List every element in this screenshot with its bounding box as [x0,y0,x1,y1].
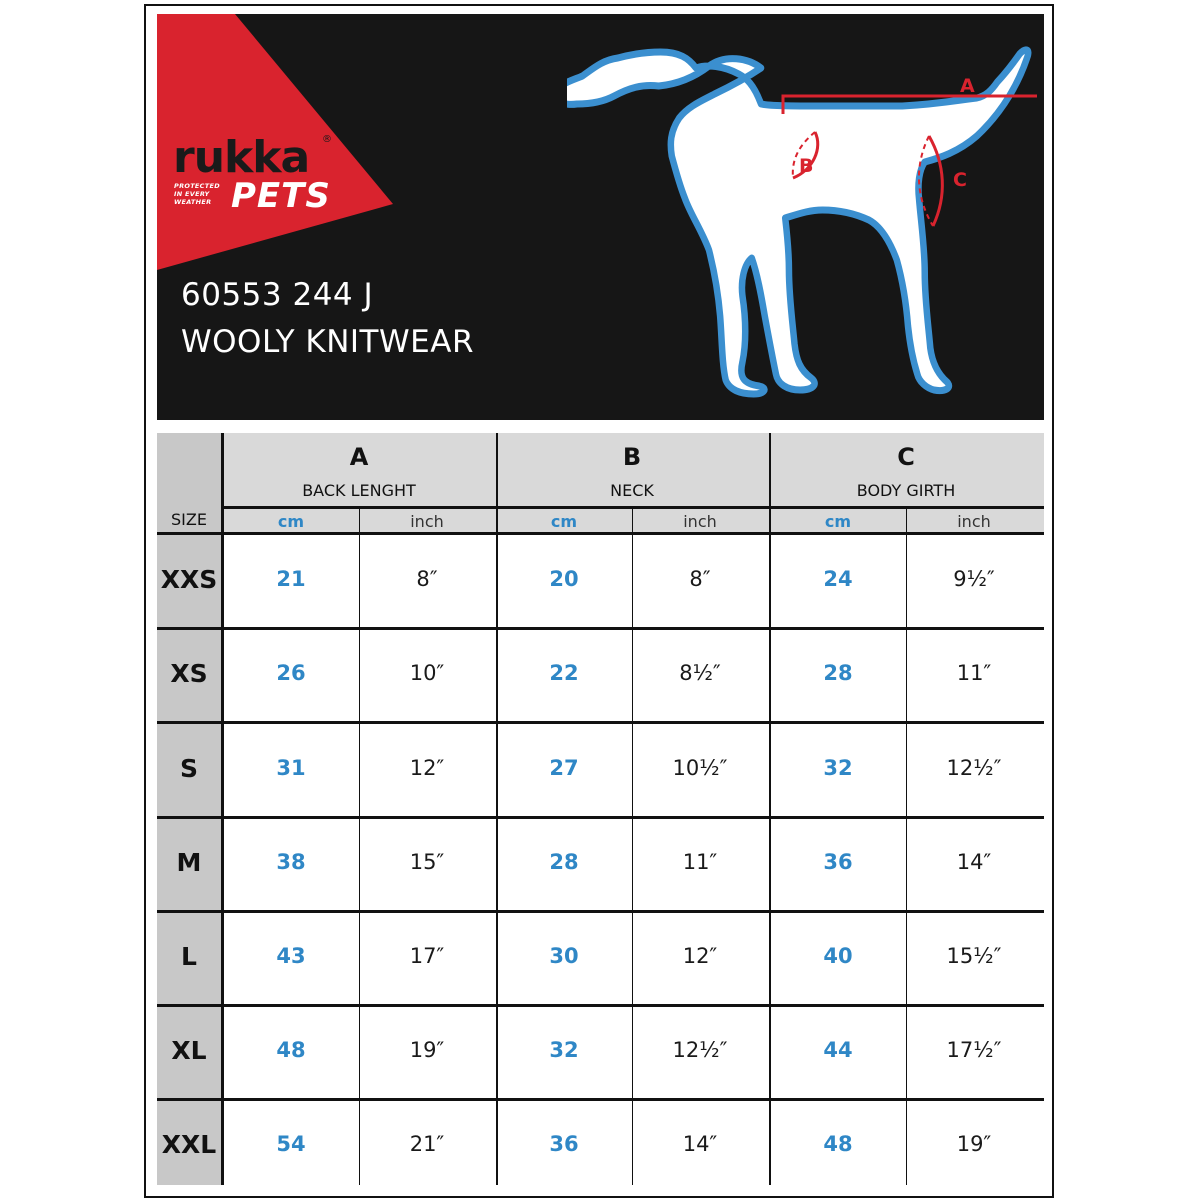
inch-value-cell: 9½″ [953,567,995,592]
inch-value-cell: 19″ [409,1038,445,1063]
header-banner [157,14,1044,420]
group-a-letter: A [349,443,369,471]
inch-value-cell: 12½″ [672,1038,728,1063]
unit-divider [632,509,633,1185]
inch-value-cell: 14″ [956,849,992,874]
row-divider [157,816,1044,819]
size-label: M [176,847,202,877]
inch-value-cell: 17½″ [946,1038,1002,1063]
cm-value-cell: 28 [823,661,853,686]
unit-inch-header: inch [410,512,444,531]
unit-inch-header: inch [957,512,991,531]
inch-value-cell: 8″ [416,567,438,592]
group-b-name: NECK [610,481,654,500]
unit-cm-header: cm [550,512,578,531]
inch-value-cell: 15″ [409,849,445,874]
row-divider [157,627,1044,630]
product-code: 60553 244 J [181,277,374,313]
inch-value-cell: 11″ [682,849,718,874]
brand-sub-logo: PETS [231,176,331,216]
inch-value-cell: 21″ [409,1132,445,1157]
size-label: XXL [161,1130,217,1160]
group-divider [769,433,771,1185]
group-c-letter: C [897,443,915,471]
label-c: C [953,169,967,191]
inch-value-cell: 11″ [956,661,992,686]
cm-value-cell: 38 [276,849,306,874]
tagline-line: PROTECTED [174,182,220,190]
cm-value-cell: 30 [549,943,579,968]
inch-value-cell: 17″ [409,943,445,968]
size-column-header: SIZE [171,510,207,529]
inch-value-cell: 12½″ [946,755,1002,780]
cm-value-cell: 31 [276,755,306,780]
cm-value-cell: 54 [276,1132,306,1157]
cm-value-cell: 43 [276,943,306,968]
size-column-divider [221,433,224,1185]
brand-logo-text: rukka [173,132,310,183]
cm-value-cell: 28 [549,849,579,874]
inch-value-cell: 12″ [409,755,445,780]
header-divider [224,506,1044,509]
cm-value-cell: 27 [549,755,579,780]
inch-value-cell: 12″ [682,943,718,968]
brand-tagline [174,182,234,206]
inch-value-cell: 15½″ [946,943,1002,968]
size-label: XS [170,659,208,689]
inch-value-cell: 19″ [956,1132,992,1157]
inch-value-cell: 8″ [689,567,711,592]
group-b-letter: B [622,443,642,471]
size-label: L [181,941,197,971]
label-b: B [799,155,814,177]
size-label: S [179,753,198,783]
cm-value-cell: 36 [549,1132,579,1157]
cm-value-cell: 44 [823,1038,853,1063]
size-column-background [157,433,223,1185]
unit-divider [906,509,907,1185]
cm-value-cell: 36 [823,849,853,874]
row-divider [157,721,1044,724]
cm-value-cell: 22 [549,661,579,686]
cm-value-cell: 40 [823,943,853,968]
inch-value-cell: 14″ [682,1132,718,1157]
cm-value-cell: 26 [276,661,306,686]
group-divider [496,433,498,1185]
unit-cm-header: cm [824,512,852,531]
inch-value-cell: 10½″ [672,755,728,780]
dog-measurement-diagram [567,44,1037,414]
cm-value-cell: 32 [823,755,853,780]
tagline-line: IN EVERY [174,190,210,198]
header-bottom-line [157,532,1044,535]
cm-value-cell: 48 [276,1038,306,1063]
row-divider [157,1098,1044,1101]
cm-value-cell: 48 [823,1132,853,1157]
cm-value-cell: 20 [549,567,579,592]
unit-cm-header: cm [277,512,305,531]
size-label: XXS [160,565,218,595]
product-name: WOOLY KNITWEAR [181,324,474,360]
dog-silhouette [567,50,1028,394]
cm-value-cell: 24 [823,567,853,592]
row-divider [157,1004,1044,1007]
inch-value-cell: 10″ [409,661,445,686]
unit-inch-header: inch [683,512,717,531]
registered-mark: ® [322,134,332,145]
inch-value-cell: 8½″ [679,661,721,686]
cm-value-cell: 21 [276,567,306,592]
group-a-name: BACK LENGHT [302,481,416,500]
row-divider [157,910,1044,913]
group-c-name: BODY GIRTH [856,481,956,500]
tagline-line: WEATHER [174,198,212,206]
label-a: A [960,75,975,97]
size-label: XL [171,1036,207,1066]
cm-value-cell: 32 [549,1038,579,1063]
unit-divider [359,509,360,1185]
